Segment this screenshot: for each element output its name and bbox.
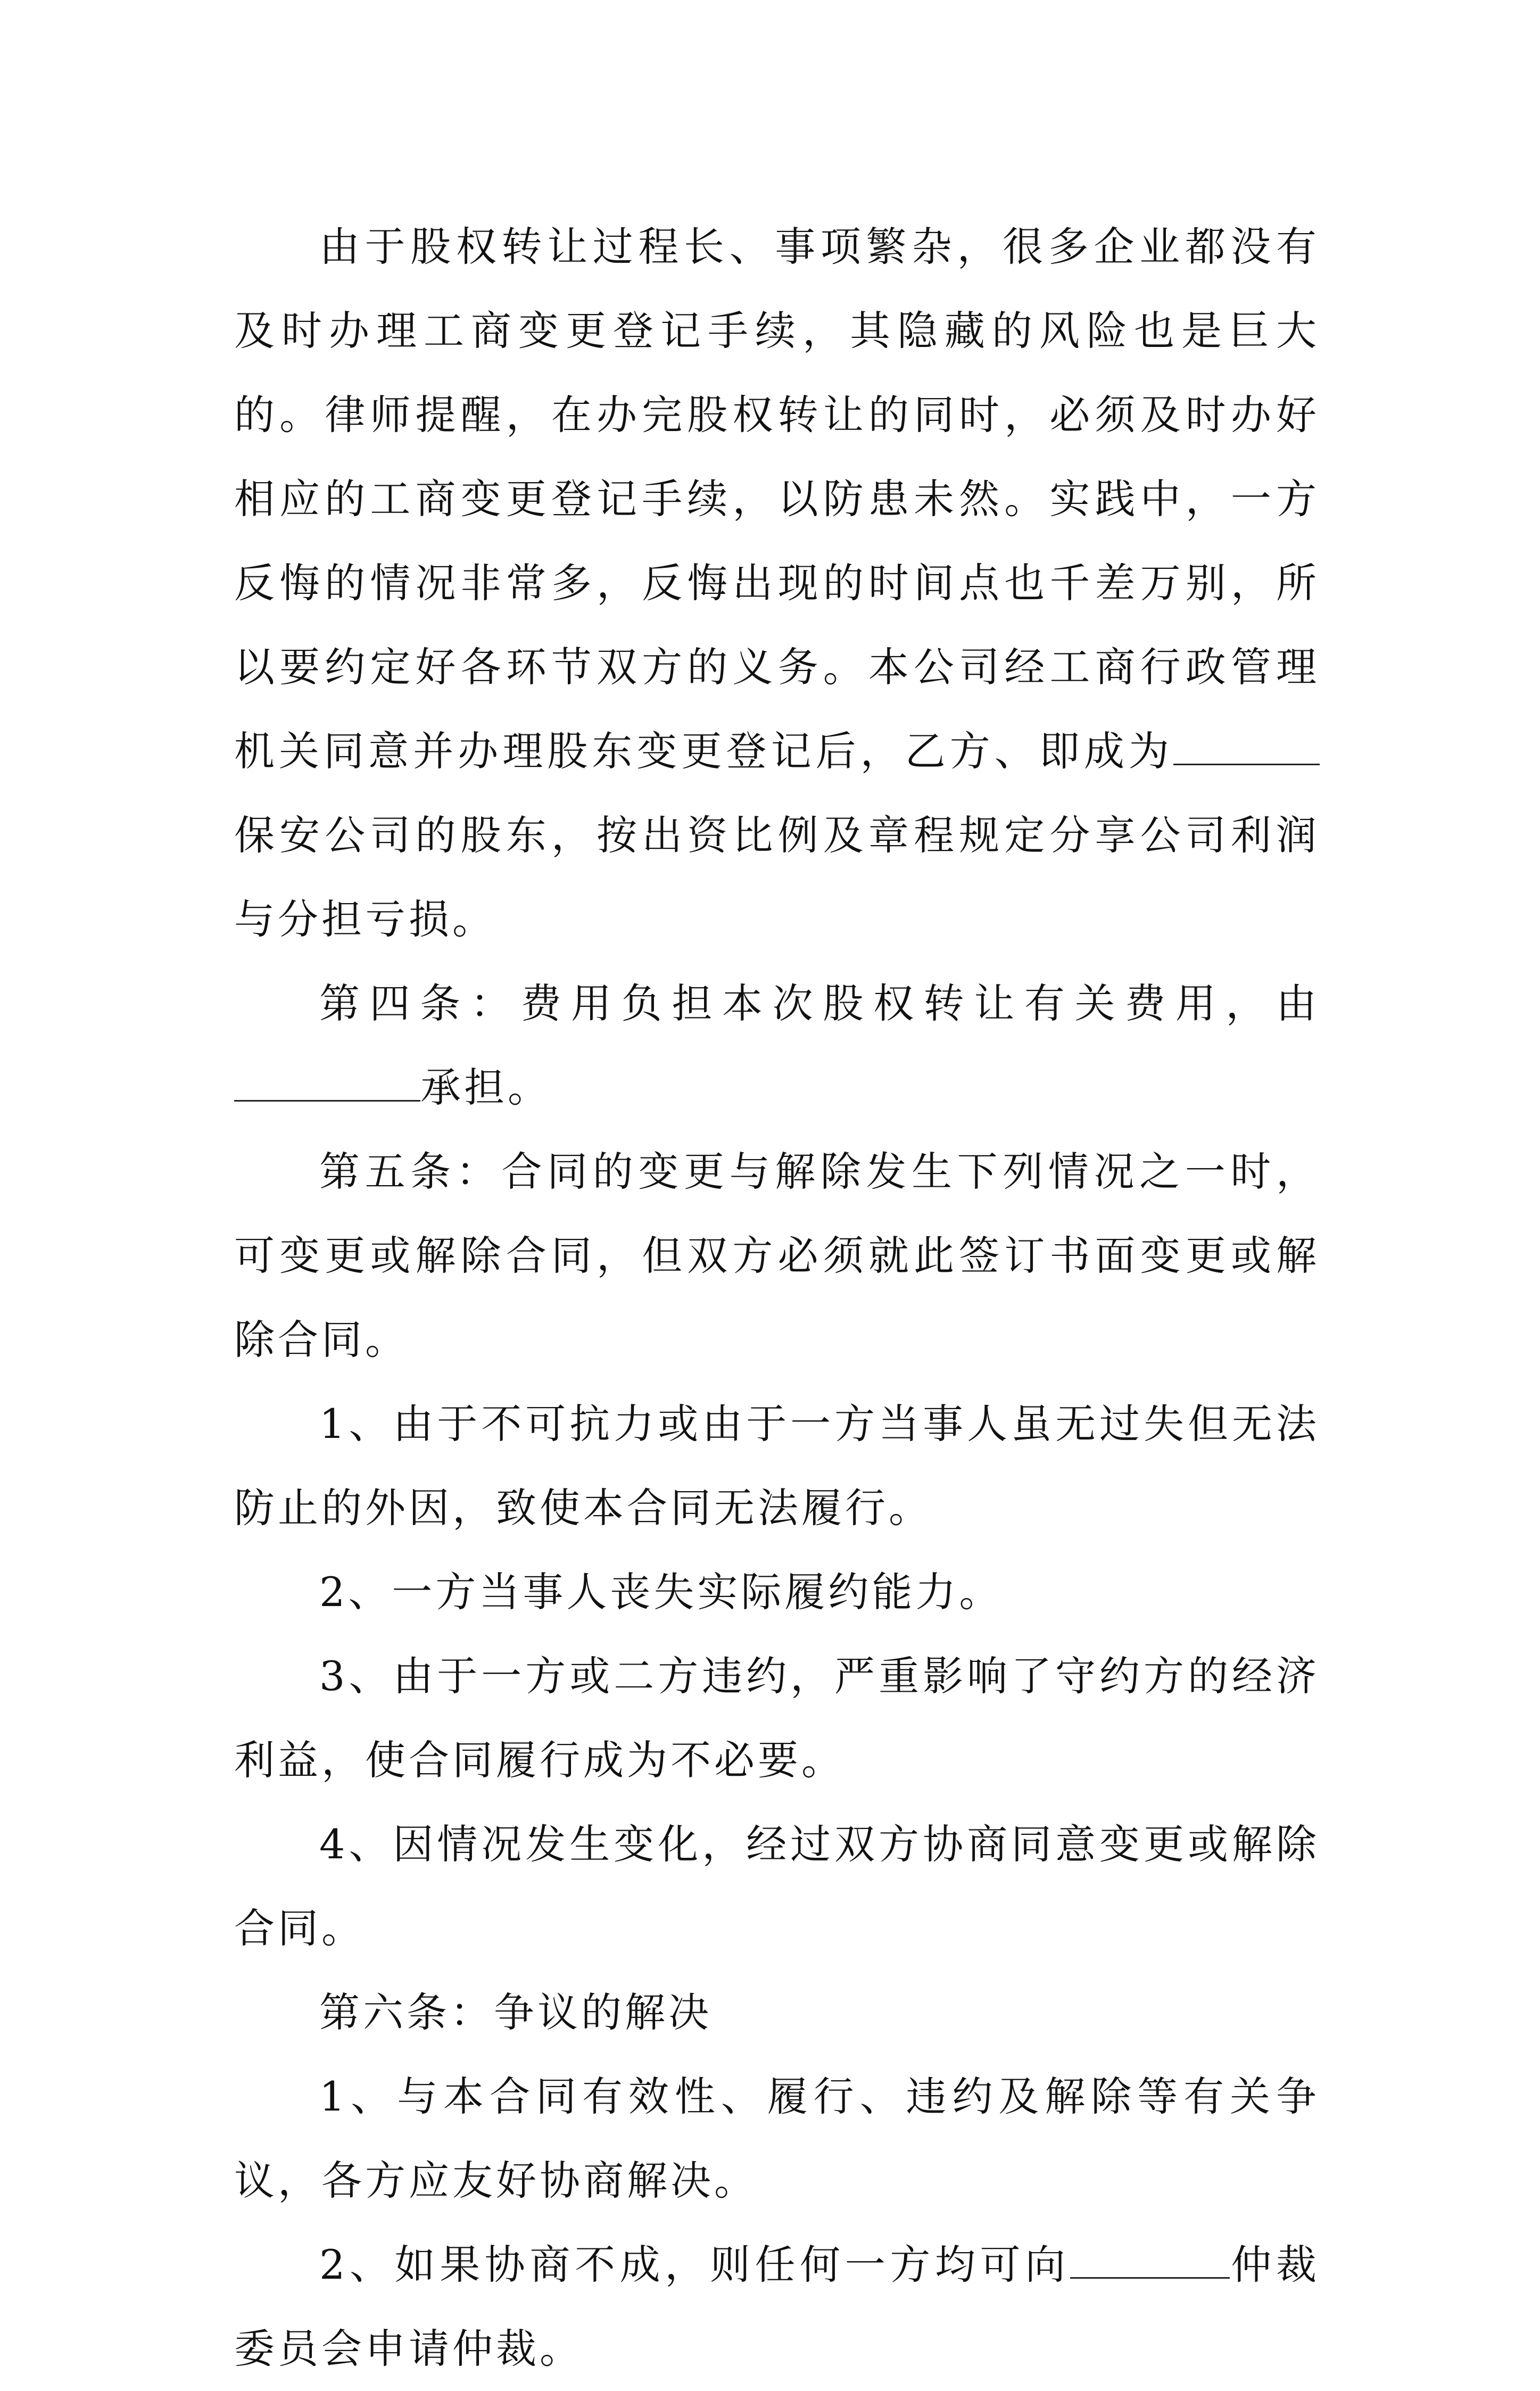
paragraph-article-5-item-3: 3、由于一方或二方违约，严重影响了守约方的经济利益，使合同履行成为不必要。 <box>234 1652 1320 1784</box>
blank-arbitration-commission <box>1070 2242 1230 2279</box>
paragraph-article-6: 第六条：争议的解决 <box>319 1989 712 2036</box>
paragraph-text: 第四条：费用负担本次股权转让有关费用，由 <box>319 980 1320 1027</box>
paragraph-text-continued: 仲裁委员会申请仲裁。 <box>234 2241 1320 2372</box>
paragraph-article-5-item-2: 2、一方当事人丧失实际履约能力。 <box>319 1568 1003 1616</box>
paragraph-text-continued: 保安公司的股东，按出资比例及章程规定分享公司利润与分担亏损。 <box>234 812 1320 943</box>
paragraph-text: 2、如果协商不成，则任何一方均可向 <box>319 2241 1070 2288</box>
paragraph-article-6-item-2 <box>234 2223 1320 2391</box>
paragraph-equity-transfer-risk <box>234 205 1320 962</box>
paragraph-article-5-item-1: 1、由于不可抗力或由于一方当事人虽无过失但无法防止的外因，致使本合同无法履行。 <box>234 1400 1320 1532</box>
paragraph-article-4 <box>234 962 1320 1130</box>
paragraph-article-6-item-1: 1、与本合同有效性、履行、违约及解除等有关争议，各方应友好协商解决。 <box>234 2073 1320 2204</box>
paragraph-article-5-item-4: 4、因情况发生变化，经过双方协商同意变更或解除合同。 <box>234 1821 1320 1952</box>
document-page <box>234 205 1320 2391</box>
paragraph-text: 由于股权转让过程长、事项繁杂，很多企业都没有及时办理工商变更登记手续，其隐藏的风险也是巨大的。律师提醒，在办完股权转让的同时，必须及时办好相应的工商变更登记手续，以防患未然。实践中，一方反悔的情况非常多，反悔出现的时间点也千差万别，所以要约定好各环节双方的义务。本公司经工商行政管理机关同意并办理股东变更登记后，乙方、即成为 <box>234 223 1320 775</box>
blank-company-name <box>1173 729 1320 765</box>
paragraph-text-continued: 承担。 <box>420 1064 551 1111</box>
blank-fee-bearer <box>234 1065 420 1102</box>
paragraph-article-5: 第五条：合同的变更与解除发生下列情况之一时，可变更或解除合同，但双方必须就此签订书面变更或解除合同。 <box>234 1148 1320 1363</box>
